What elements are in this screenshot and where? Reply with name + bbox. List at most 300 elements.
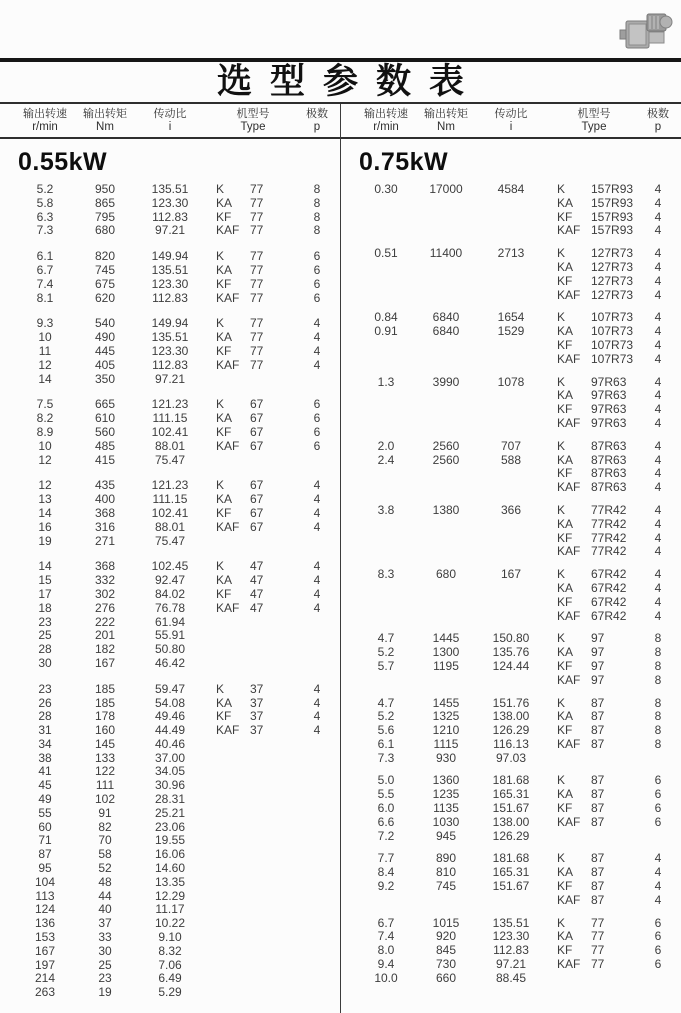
table-row — [0, 398, 340, 412]
ratio-cell: 75.47 — [154, 452, 186, 467]
ratio-cell: 50.80 — [154, 642, 186, 657]
poles-cell — [641, 752, 675, 766]
type-prefix: K — [557, 310, 566, 325]
table-row — [341, 944, 681, 958]
torque-cell: 102 — [94, 792, 116, 807]
table-row — [0, 440, 340, 454]
type-model: 67 — [250, 519, 264, 534]
table-row — [0, 848, 340, 862]
ratio-cell: 102.45 — [151, 559, 189, 574]
speed-cell: 45 — [38, 778, 52, 793]
table-row — [341, 596, 681, 610]
type-cell — [206, 834, 300, 848]
torque-cell: 222 — [94, 614, 116, 629]
speed-cell: 34 — [38, 736, 52, 751]
speed-cell: 6.7 — [377, 915, 395, 930]
ratio-cell: 88.01 — [154, 519, 186, 534]
poles-cell: 4 — [313, 573, 321, 588]
table-row — [0, 479, 340, 493]
col-unit: r/min — [373, 121, 399, 133]
ratio-cell — [475, 894, 547, 908]
type-model: 67R42 — [591, 567, 627, 582]
table-row — [341, 788, 681, 802]
type-model: 47 — [250, 559, 264, 574]
type-prefix — [216, 821, 250, 835]
type-cell — [547, 275, 641, 289]
ratio-cell: 123.30 — [492, 929, 530, 944]
poles-cell: 6 — [654, 915, 662, 930]
ratio-cell: 165.31 — [492, 865, 530, 880]
ratio-cell — [475, 532, 547, 546]
type-prefix — [216, 765, 250, 779]
speed-cell: 1.3 — [377, 374, 395, 389]
type-prefix: KA — [557, 516, 574, 531]
col-header-type — [547, 107, 641, 134]
ratio-cell: 126.29 — [492, 723, 530, 738]
ratio-cell: 102.41 — [151, 424, 189, 439]
torque-cell: 945 — [435, 828, 457, 843]
speed-cell — [355, 197, 417, 211]
type-prefix: KF — [557, 879, 573, 894]
ratio-cell: 121.23 — [151, 397, 189, 412]
type-model: 77 — [591, 929, 605, 944]
type-prefix: KF — [557, 658, 573, 673]
poles-cell — [300, 945, 334, 959]
table-row — [0, 454, 340, 468]
ratio-cell: 588 — [500, 452, 522, 467]
type-cell — [206, 479, 300, 493]
type-prefix: KAF — [216, 438, 240, 453]
type-cell — [547, 752, 641, 766]
torque-cell: 415 — [94, 452, 116, 467]
ratio-cell: 28.31 — [154, 792, 186, 807]
speed-cell: 7.4 — [36, 276, 54, 291]
torque-cell: 52 — [98, 861, 112, 876]
col-header-poles — [300, 107, 334, 134]
type-model: 127R73 — [591, 259, 634, 274]
torque-cell: 25 — [98, 957, 112, 972]
table-row — [341, 866, 681, 880]
type-prefix: K — [557, 502, 566, 517]
ratio-cell: 14.60 — [154, 861, 186, 876]
type-cell — [547, 774, 641, 788]
poles-cell — [300, 890, 334, 904]
type-model: 127R73 — [591, 273, 634, 288]
type-prefix: KAF — [557, 672, 581, 687]
parameter-row-group — [0, 479, 340, 548]
poles-cell: 4 — [654, 388, 662, 403]
poles-cell — [300, 765, 334, 779]
type-cell — [206, 862, 300, 876]
type-cell — [206, 821, 300, 835]
torque-cell: 44 — [98, 888, 112, 903]
speed-cell — [355, 353, 417, 367]
type-cell — [547, 568, 641, 582]
poles-cell: 4 — [654, 452, 662, 467]
table-row — [341, 852, 681, 866]
type-prefix: KF — [216, 586, 232, 601]
poles-cell: 4 — [313, 478, 321, 493]
torque-cell: 810 — [435, 865, 457, 880]
ratio-cell — [475, 596, 547, 610]
type-prefix: KA — [557, 787, 574, 802]
type-cell — [547, 866, 641, 880]
power-rating-label: 0.55kW — [18, 148, 108, 176]
speed-cell: 0.84 — [374, 310, 398, 325]
poles-cell — [300, 535, 334, 549]
type-cell — [547, 481, 641, 495]
type-cell — [547, 261, 641, 275]
torque-cell: 1235 — [432, 787, 460, 802]
table-row — [0, 657, 340, 671]
poles-cell: 4 — [313, 357, 321, 372]
type-model: 67 — [250, 397, 264, 412]
poles-cell: 8 — [313, 209, 321, 224]
poles-cell: 8 — [313, 223, 321, 238]
torque-cell: 6840 — [432, 324, 460, 339]
type-cell — [206, 183, 300, 197]
type-prefix — [216, 890, 250, 904]
ratio-cell: 11.17 — [155, 902, 185, 917]
torque-cell: 37 — [98, 916, 112, 931]
type-prefix: KA — [557, 195, 574, 210]
type-cell — [547, 930, 641, 944]
table-row — [0, 710, 340, 724]
type-prefix: K — [216, 316, 225, 331]
torque-cell — [417, 339, 475, 353]
table-row — [341, 894, 681, 908]
speed-cell: 8.4 — [377, 865, 395, 880]
torque-cell — [417, 894, 475, 908]
type-prefix: KAF — [557, 814, 581, 829]
type-prefix — [216, 738, 250, 752]
ratio-cell — [475, 582, 547, 596]
poles-cell — [300, 793, 334, 807]
type-cell — [206, 264, 300, 278]
poles-cell — [300, 373, 334, 387]
speed-cell: 16 — [38, 519, 52, 534]
col-header-type — [206, 107, 300, 134]
speed-cell: 6.3 — [36, 209, 54, 224]
type-cell — [547, 532, 641, 546]
ratio-cell — [475, 610, 547, 624]
torque-cell: 33 — [98, 930, 112, 945]
type-cell — [547, 830, 641, 844]
type-model: 77 — [250, 316, 264, 331]
speed-cell: 4.7 — [377, 695, 395, 710]
torque-cell: 865 — [94, 195, 116, 210]
type-model: 87 — [591, 801, 605, 816]
poles-cell: 4 — [654, 415, 662, 430]
ratio-cell: 75.47 — [154, 533, 186, 548]
table-row — [341, 632, 681, 646]
parameter-row-group — [341, 504, 681, 559]
torque-cell: 1325 — [432, 709, 460, 724]
type-cell — [547, 197, 641, 211]
torque-cell: 405 — [94, 357, 116, 372]
poles-cell: 8 — [654, 709, 662, 724]
speed-cell: 104 — [34, 874, 56, 889]
type-prefix: KAF — [216, 290, 240, 305]
table-row — [0, 724, 340, 738]
speed-cell: 6.6 — [377, 814, 395, 829]
torque-cell: 1300 — [432, 645, 460, 660]
ratio-cell: 138.00 — [492, 709, 530, 724]
torque-cell: 332 — [94, 573, 116, 588]
type-cell — [547, 944, 641, 958]
type-prefix: KA — [557, 580, 574, 595]
ratio-cell: 97.03 — [495, 750, 527, 765]
torque-cell: 17000 — [429, 182, 463, 196]
ratio-cell — [475, 339, 547, 353]
speed-cell: 18 — [38, 600, 52, 615]
type-prefix: K — [557, 182, 566, 196]
ratio-cell: 2713 — [497, 246, 525, 261]
ratio-cell: 88.45 — [495, 970, 527, 985]
poles-cell: 8 — [654, 736, 662, 751]
type-model: 77 — [250, 290, 264, 305]
ratio-cell: 88.01 — [154, 438, 186, 453]
table-row — [0, 197, 340, 211]
table-row — [341, 710, 681, 724]
poles-cell: 4 — [654, 608, 662, 623]
poles-cell: 4 — [654, 865, 662, 880]
type-prefix: KA — [557, 388, 574, 403]
table-row — [0, 890, 340, 904]
type-prefix: KA — [216, 262, 233, 277]
poles-cell — [641, 972, 675, 986]
torque-cell: 795 — [94, 209, 116, 224]
speed-cell: 8.2 — [36, 411, 54, 426]
col-label: 输出转矩 — [424, 108, 468, 120]
poles-cell — [300, 738, 334, 752]
table-row — [0, 602, 340, 616]
table-row — [0, 986, 340, 1000]
torque-cell: 1115 — [433, 736, 459, 751]
ratio-cell: 1529 — [497, 324, 525, 339]
type-cell — [206, 454, 300, 468]
poles-cell — [300, 643, 334, 657]
table-row — [0, 507, 340, 521]
type-prefix: KAF — [557, 480, 581, 495]
table-row — [0, 945, 340, 959]
type-model: 97R63 — [591, 374, 627, 389]
type-prefix — [216, 629, 250, 643]
type-cell — [206, 616, 300, 630]
torque-cell: 178 — [94, 709, 116, 724]
torque-cell — [417, 610, 475, 624]
type-cell — [547, 738, 641, 752]
type-cell — [547, 802, 641, 816]
type-prefix — [216, 793, 250, 807]
speed-cell: 49 — [38, 792, 52, 807]
torque-cell — [417, 467, 475, 481]
poles-cell — [300, 917, 334, 931]
speed-cell: 30 — [38, 655, 52, 670]
torque-cell: 145 — [94, 736, 116, 751]
table-row — [341, 183, 681, 197]
torque-cell — [417, 353, 475, 367]
type-model: 87 — [591, 695, 605, 710]
speed-cell: 10 — [38, 438, 52, 453]
speed-cell: 95 — [38, 861, 52, 876]
table-row — [0, 807, 340, 821]
type-prefix: K — [216, 681, 225, 696]
type-prefix: K — [557, 773, 566, 788]
type-prefix — [216, 752, 250, 766]
table-row — [0, 183, 340, 197]
table-row — [0, 331, 340, 345]
type-cell — [547, 518, 641, 532]
ratio-cell: 23.06 — [154, 819, 186, 834]
type-prefix: KA — [216, 492, 233, 507]
ratio-cell: 92.47 — [154, 573, 186, 588]
table-row — [341, 660, 681, 674]
table-row — [0, 493, 340, 507]
table-row — [0, 643, 340, 657]
torque-cell: 133 — [94, 750, 116, 765]
table-row — [0, 931, 340, 945]
speed-cell: 7.3 — [377, 750, 395, 765]
type-model: 77 — [591, 957, 605, 972]
poles-cell: 4 — [654, 273, 662, 288]
ratio-cell — [475, 545, 547, 559]
type-prefix — [216, 862, 250, 876]
speed-cell: 9.4 — [377, 957, 395, 972]
parameter-row-group — [341, 311, 681, 366]
type-prefix: KF — [557, 273, 573, 288]
type-prefix: K — [557, 438, 566, 453]
speed-cell — [355, 545, 417, 559]
torque-cell: 845 — [435, 943, 457, 958]
torque-cell — [417, 545, 475, 559]
poles-cell: 8 — [313, 182, 321, 196]
ratio-cell: 135.76 — [492, 645, 530, 660]
torque-cell: 271 — [94, 533, 116, 548]
torque-cell: 201 — [94, 628, 116, 643]
poles-cell: 8 — [654, 645, 662, 660]
ratio-cell: 37.00 — [154, 750, 186, 765]
type-prefix — [216, 945, 250, 959]
torque-cell: 665 — [94, 397, 116, 412]
col-header-speed — [14, 107, 76, 134]
type-prefix: KF — [557, 209, 573, 224]
type-cell — [547, 582, 641, 596]
table-row — [0, 959, 340, 973]
type-model: 77 — [250, 223, 264, 238]
type-prefix — [216, 972, 250, 986]
speed-cell — [355, 674, 417, 688]
type-model: 107R73 — [591, 337, 634, 352]
parameter-row-group — [341, 852, 681, 907]
speed-cell — [355, 389, 417, 403]
table-row — [0, 683, 340, 697]
torque-cell: 950 — [94, 182, 116, 196]
col-header-poles — [641, 107, 675, 134]
table-row — [0, 250, 340, 264]
col-label: 机型号 — [577, 108, 611, 120]
table-row — [341, 353, 681, 367]
parameter-row-group — [341, 568, 681, 623]
column-header-row — [341, 104, 681, 139]
poles-cell — [300, 848, 334, 862]
table-row — [341, 646, 681, 660]
type-model: 97R63 — [591, 415, 627, 430]
table-row — [0, 317, 340, 331]
poles-cell: 8 — [654, 695, 662, 710]
torque-cell: 58 — [98, 847, 112, 862]
poles-cell — [300, 616, 334, 630]
type-prefix: KF — [557, 466, 573, 481]
type-prefix: KAF — [557, 415, 581, 430]
torque-cell: 1360 — [432, 773, 460, 788]
speed-cell: 38 — [38, 750, 52, 765]
speed-cell: 7.3 — [36, 223, 54, 238]
table-row — [0, 903, 340, 917]
speed-cell: 7.4 — [377, 929, 395, 944]
type-model: 97 — [591, 658, 605, 673]
torque-cell: 660 — [435, 970, 457, 985]
type-cell — [206, 917, 300, 931]
type-cell — [206, 574, 300, 588]
torque-cell: 302 — [94, 586, 116, 601]
torque-cell: 1135 — [433, 801, 459, 816]
speed-cell: 0.51 — [374, 246, 398, 261]
poles-cell: 4 — [313, 723, 321, 738]
type-model: 87 — [591, 723, 605, 738]
speed-cell: 14 — [38, 505, 52, 520]
type-prefix: KF — [216, 709, 232, 724]
ratio-cell: 707 — [500, 438, 522, 453]
type-model: 77 — [250, 343, 264, 358]
ratio-cell: 9.10 — [158, 930, 182, 945]
type-cell — [547, 454, 641, 468]
type-cell — [547, 183, 641, 197]
torque-cell: 1445 — [432, 631, 460, 646]
table-row — [341, 376, 681, 390]
type-prefix: KA — [557, 709, 574, 724]
type-prefix: K — [557, 567, 566, 582]
poles-cell: 4 — [313, 681, 321, 696]
type-prefix: K — [557, 915, 566, 930]
type-model: 37 — [250, 723, 264, 738]
poles-cell: 4 — [654, 594, 662, 609]
type-cell — [547, 632, 641, 646]
type-cell — [206, 876, 300, 890]
table-row — [0, 373, 340, 387]
type-cell — [206, 848, 300, 862]
ratio-cell: 97.21 — [495, 957, 527, 972]
poles-cell: 6 — [313, 276, 321, 291]
poles-cell: 4 — [654, 246, 662, 261]
type-model: 157R93 — [591, 209, 634, 224]
speed-cell — [355, 224, 417, 238]
table-row — [341, 752, 681, 766]
type-cell — [206, 738, 300, 752]
poles-cell — [300, 903, 334, 917]
poles-cell: 4 — [654, 567, 662, 582]
torque-cell: 560 — [94, 424, 116, 439]
type-cell — [206, 507, 300, 521]
table-row — [341, 504, 681, 518]
ratio-cell: 123.30 — [151, 343, 189, 358]
table-row — [341, 224, 681, 238]
type-model: 67 — [250, 411, 264, 426]
table-row — [341, 289, 681, 303]
torque-cell — [417, 417, 475, 431]
poles-cell: 4 — [654, 310, 662, 325]
poles-cell: 6 — [654, 773, 662, 788]
